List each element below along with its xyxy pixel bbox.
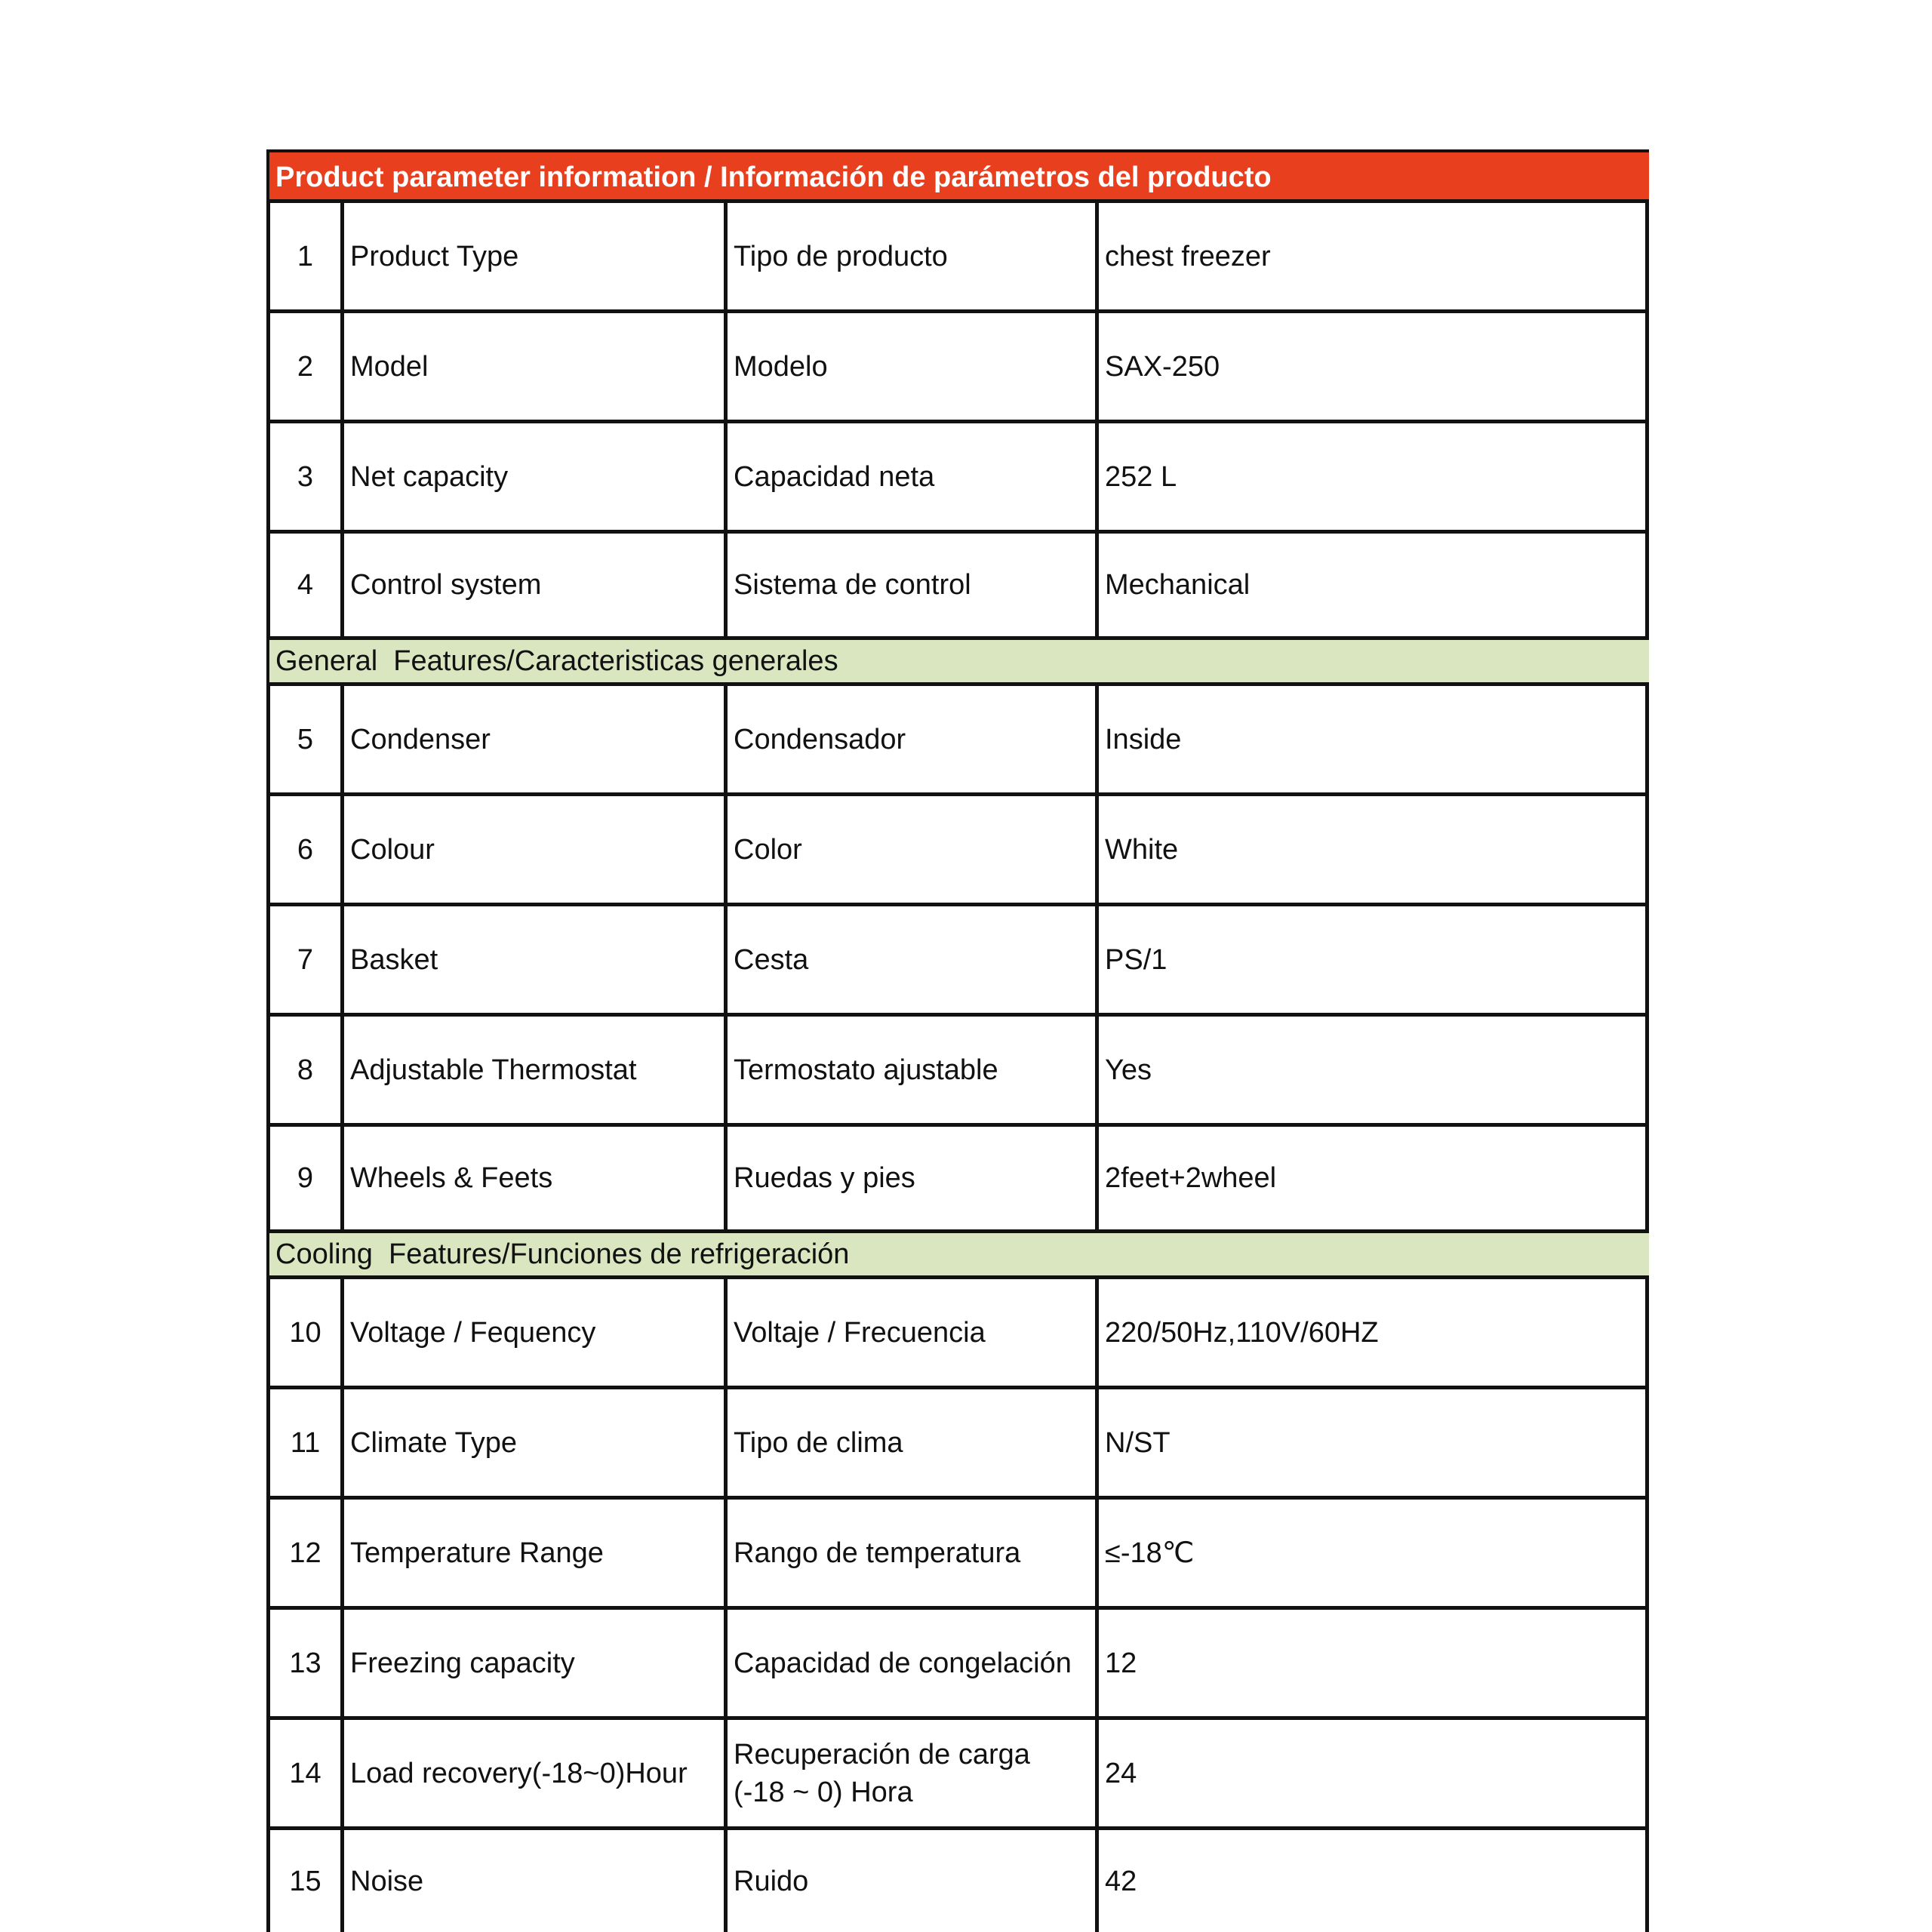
param-name-en: Freezing capacity — [344, 1610, 728, 1716]
param-value: Yes — [1105, 1054, 1152, 1086]
param-name-en: Condenser — [344, 686, 728, 792]
param-value: 42 — [1105, 1866, 1137, 1897]
row-number: 13 — [270, 1610, 344, 1716]
table-title: Product parameter information / Información de parámetros del producto — [266, 149, 1649, 199]
spec-sheet — [266, 149, 1649, 1932]
row-number: 15 — [270, 1830, 344, 1932]
param-value: Mechanical — [1105, 569, 1251, 601]
param-name-en: Basket — [344, 906, 728, 1013]
param-name-en: Model — [344, 313, 728, 420]
param-name-es: Condensador — [728, 686, 1099, 792]
param-value: 252 L — [1105, 460, 1177, 493]
cooling-features-rows — [266, 1275, 1649, 1932]
param-name-es: Voltaje / Frecuencia — [728, 1279, 1099, 1386]
section-heading-cooling: Cooling Features/Funciones de refrigeración — [266, 1233, 1649, 1275]
param-name-en: Product Type — [344, 203, 728, 309]
row-number: 4 — [270, 534, 344, 636]
row-number: 6 — [270, 796, 344, 903]
param-value: 220/50Hz,110V/60HZ — [1105, 1316, 1379, 1349]
row-number: 1 — [270, 203, 344, 309]
row-number: 7 — [270, 906, 344, 1013]
param-value: 2feet+2wheel — [1105, 1162, 1277, 1194]
table-row — [270, 1386, 1645, 1496]
param-name-en: Temperature Range — [344, 1500, 728, 1606]
table-row — [270, 420, 1645, 530]
param-name-en: Noise — [344, 1830, 728, 1932]
param-value: Inside — [1105, 723, 1182, 755]
table-row — [270, 682, 1645, 792]
param-name-es: Rango de temperatura — [728, 1500, 1099, 1606]
param-value: N/ST — [1105, 1426, 1171, 1459]
param-name-en: Load recovery(-18~0)Hour — [344, 1720, 728, 1826]
param-name-en: Net capacity — [344, 423, 728, 530]
param-name-en: Adjustable Thermostat — [344, 1017, 728, 1123]
table-row — [270, 1826, 1645, 1932]
general-features-rows — [266, 682, 1649, 1233]
table-row — [270, 1275, 1645, 1386]
param-name-es: Ruido — [728, 1830, 1099, 1932]
param-name-es: Recuperación de carga (-18 ~ 0) Hora — [728, 1720, 1099, 1826]
row-number: 12 — [270, 1500, 344, 1606]
param-value: 24 — [1105, 1757, 1137, 1789]
param-value: 12 — [1105, 1647, 1137, 1679]
basic-info-rows — [266, 199, 1649, 640]
row-number: 3 — [270, 423, 344, 530]
row-number: 10 — [270, 1279, 344, 1386]
table-row — [270, 792, 1645, 903]
table-row — [270, 1496, 1645, 1606]
param-name-es: Termostato ajustable — [728, 1017, 1099, 1123]
table-row — [270, 1013, 1645, 1123]
table-row — [270, 903, 1645, 1013]
param-name-es: Ruedas y pies — [728, 1127, 1099, 1229]
param-name-es: Tipo de clima — [728, 1389, 1099, 1496]
param-value: White — [1105, 833, 1179, 866]
param-name-es: Modelo — [728, 313, 1099, 420]
table-row — [270, 1716, 1645, 1826]
table-row — [270, 530, 1645, 640]
row-number: 5 — [270, 686, 344, 792]
param-name-en: Wheels & Feets — [344, 1127, 728, 1229]
section-heading-general: General Features/Caracteristicas generales — [266, 640, 1649, 682]
row-number: 9 — [270, 1127, 344, 1229]
param-name-es: Cesta — [728, 906, 1099, 1013]
row-number: 11 — [270, 1389, 344, 1496]
param-name-es: Color — [728, 796, 1099, 903]
param-name-es: Capacidad de congelación — [728, 1610, 1099, 1716]
param-value: SAX-250 — [1105, 350, 1220, 383]
param-name-en: Voltage / Fequency — [344, 1279, 728, 1386]
row-number: 14 — [270, 1720, 344, 1826]
row-number: 2 — [270, 313, 344, 420]
param-name-es: Capacidad neta — [728, 423, 1099, 530]
row-number: 8 — [270, 1017, 344, 1123]
param-name-en: Climate Type — [344, 1389, 728, 1496]
param-value: PS/1 — [1105, 943, 1168, 976]
param-name-en: Control system — [344, 534, 728, 636]
table-row — [270, 199, 1645, 309]
table-row — [270, 309, 1645, 420]
param-name-es: Tipo de producto — [728, 203, 1099, 309]
table-row — [270, 1123, 1645, 1233]
param-value: ≤-18℃ — [1105, 1537, 1195, 1569]
param-value: chest freezer — [1105, 240, 1271, 272]
param-name-en: Colour — [344, 796, 728, 903]
param-name-es: Sistema de control — [728, 534, 1099, 636]
table-row — [270, 1606, 1645, 1716]
